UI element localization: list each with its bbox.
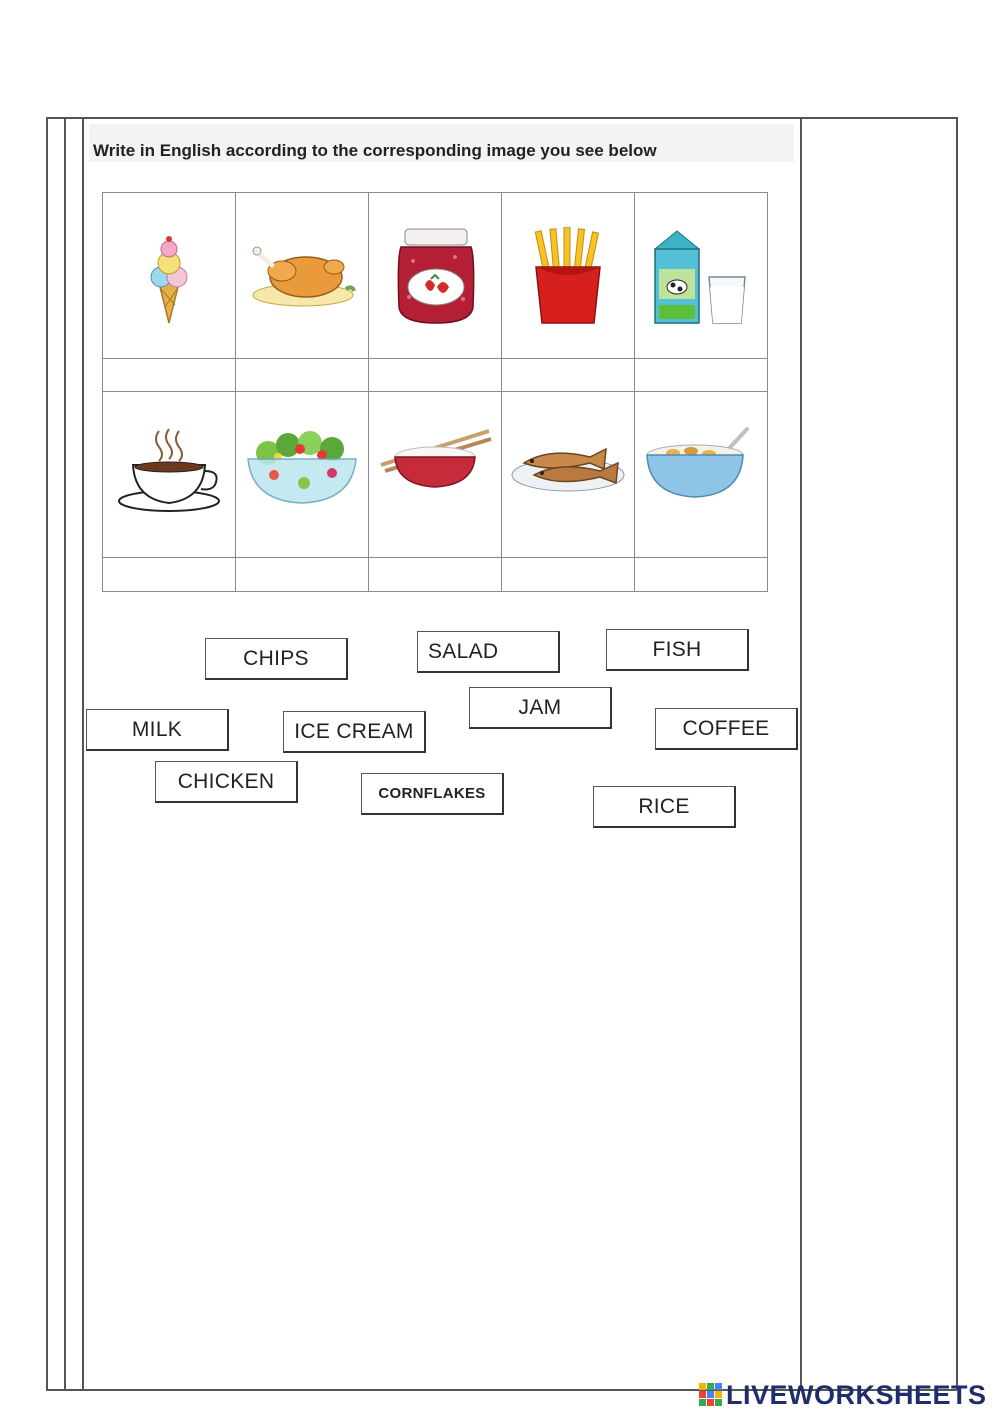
answer-slot-1[interactable]	[103, 359, 236, 392]
liveworksheets-logo	[698, 1380, 987, 1410]
answer-slot-2[interactable]	[236, 359, 369, 392]
word-card-fish[interactable]: FISH	[606, 629, 749, 671]
word-card-cornflakes[interactable]: CORNFLAKES	[361, 773, 504, 815]
instruction-text: Write in English according to the corresponding image you see below	[93, 141, 657, 160]
frame-left-outer	[46, 117, 48, 1390]
word-card-jam[interactable]: JAM	[469, 687, 612, 729]
answer-slot-7[interactable]	[236, 558, 369, 591]
cornflakes-bowl-icon	[643, 425, 759, 501]
fish-plate-icon	[510, 427, 628, 497]
word-card-chips[interactable]: CHIPS	[205, 638, 348, 680]
word-card-milk[interactable]: MILK	[86, 709, 229, 751]
liveworksheets-logo-icon	[698, 1382, 724, 1408]
word-card-coffee[interactable]: COFFEE	[655, 708, 798, 750]
frame-right	[956, 117, 958, 1390]
frame-left-inner-2	[82, 117, 84, 1390]
frame-mid-vertical	[800, 117, 802, 1390]
answer-slot-8[interactable]	[369, 558, 502, 591]
instruction-banner	[89, 124, 794, 162]
answer-slot-3[interactable]	[369, 359, 502, 392]
strawberry-jam-icon	[391, 227, 481, 327]
coffee-cup-icon	[115, 427, 225, 517]
word-card-rice[interactable]: RICE	[593, 786, 736, 828]
salad-bowl-icon	[244, 427, 360, 507]
word-card-chicken[interactable]: CHICKEN	[155, 761, 298, 803]
answer-row-2	[103, 557, 767, 592]
frame-top	[46, 117, 957, 119]
word-card-ice-cream[interactable]: ICE CREAM	[283, 711, 426, 753]
answer-row-1	[103, 358, 767, 393]
answer-slot-4[interactable]	[502, 359, 635, 392]
rice-bowl-icon	[377, 425, 493, 495]
answer-slot-5[interactable]	[635, 359, 766, 392]
frame-left-inner-1	[64, 117, 66, 1390]
french-fries-icon	[518, 227, 618, 327]
answer-slot-9[interactable]	[502, 558, 635, 591]
image-grid-row-1	[102, 192, 768, 392]
ice-cream-icon	[139, 231, 199, 331]
image-grid-row-2	[102, 391, 768, 592]
answer-slot-10[interactable]	[635, 558, 766, 591]
liveworksheets-brand-text: LIVEWORKSHEETS	[726, 1379, 987, 1410]
answer-slot-6[interactable]	[103, 558, 236, 591]
roast-chicken-icon	[248, 233, 358, 313]
word-card-salad[interactable]: SALAD	[417, 631, 560, 673]
milk-carton-icon	[647, 227, 757, 327]
